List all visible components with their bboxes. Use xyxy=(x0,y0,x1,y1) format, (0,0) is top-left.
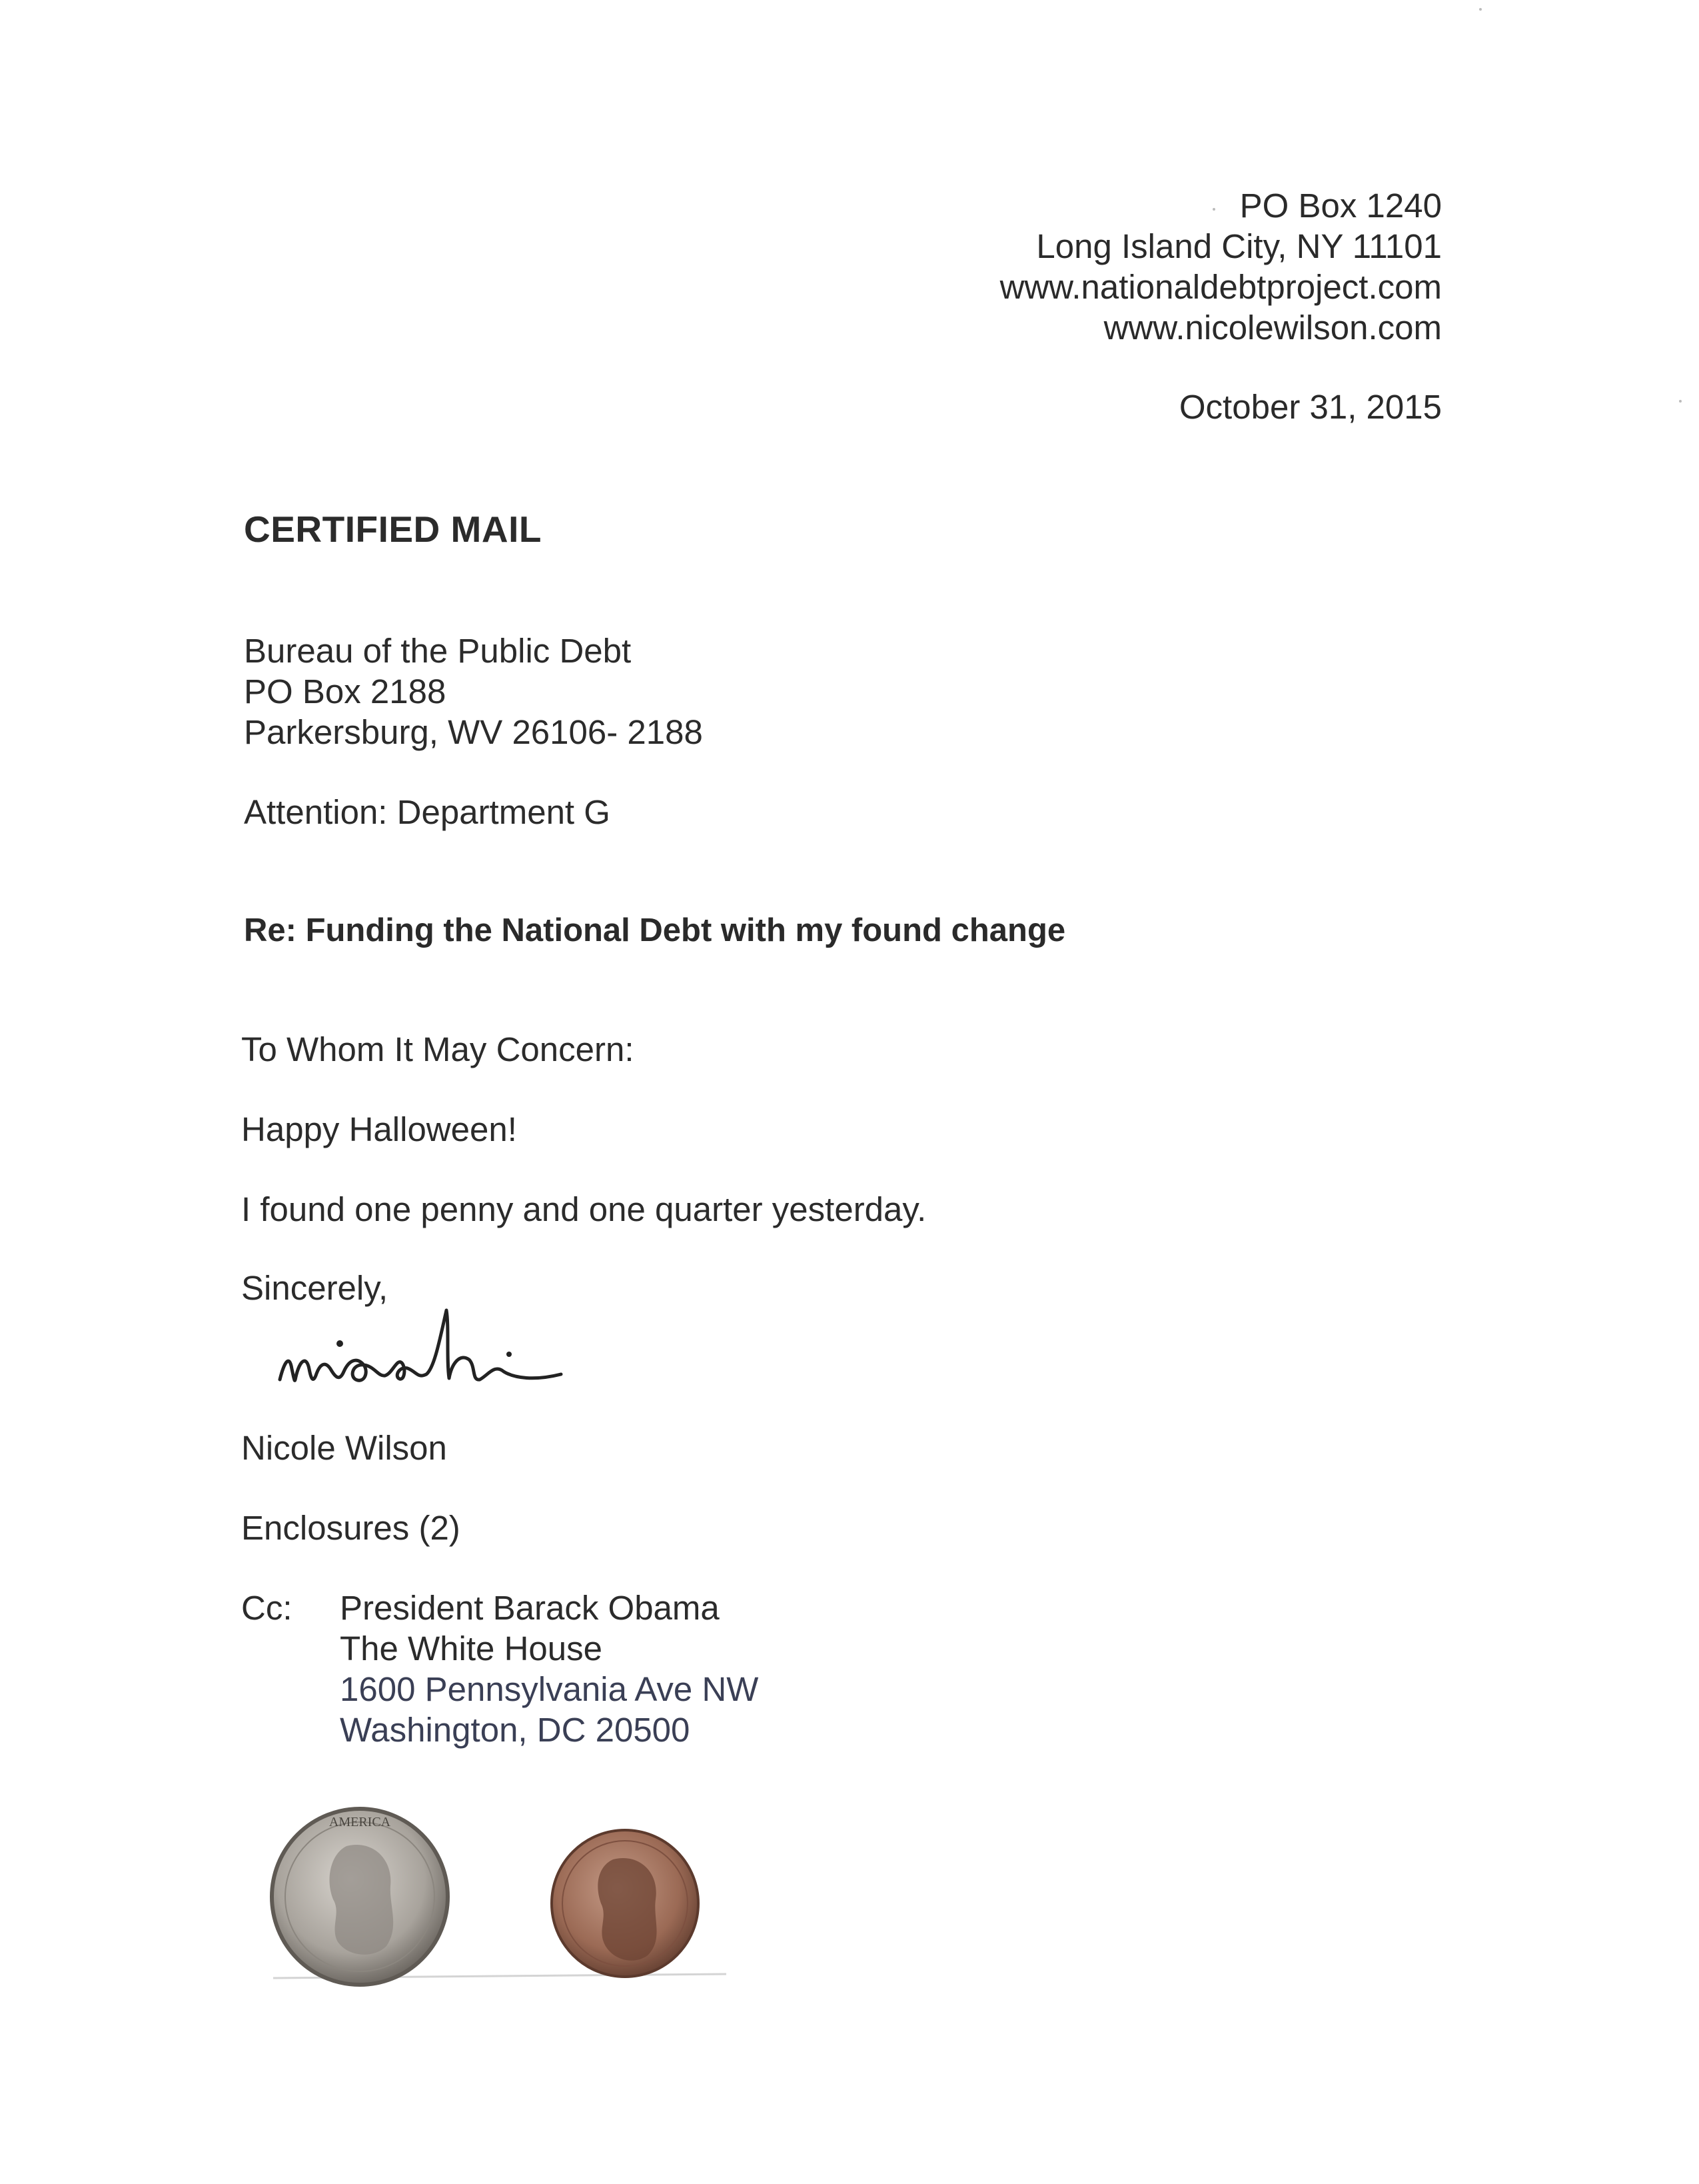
subject-line: Re: Funding the National Debt with my found change xyxy=(244,912,1066,948)
cc-street: 1600 Pennsylvania Ave NW xyxy=(340,1670,759,1708)
cc-name: President Barack Obama xyxy=(340,1589,720,1627)
signer-name: Nicole Wilson xyxy=(241,1429,447,1467)
recipient-address xyxy=(244,630,703,752)
enclosures-note: Enclosures (2) xyxy=(241,1509,460,1547)
enclosed-coins xyxy=(267,1799,733,2006)
certified-mail-heading: CERTIFIED MAIL xyxy=(244,509,542,550)
cc-organization: The White House xyxy=(340,1630,603,1667)
scan-speck xyxy=(1679,400,1682,403)
cc-city: Washington, DC 20500 xyxy=(340,1711,690,1749)
handwritten-signature xyxy=(275,1300,608,1400)
salutation: To Whom It May Concern: xyxy=(241,1030,634,1068)
closing: Sincerely, xyxy=(241,1269,388,1307)
penny-coin-icon xyxy=(552,1830,698,1977)
quarter-inscription: AMERICA xyxy=(328,1815,391,1829)
attention-line: Attention: Department G xyxy=(244,793,610,831)
sender-address xyxy=(1000,185,1442,348)
scan-speck xyxy=(1213,208,1215,211)
recipient-name: Bureau of the Public Debt xyxy=(244,632,632,670)
greeting: Happy Halloween! xyxy=(241,1110,517,1148)
body-text: I found one penny and one quarter yesterday. xyxy=(241,1190,927,1228)
recipient-po-box: PO Box 2188 xyxy=(244,672,446,710)
cc-label: Cc: xyxy=(241,1589,292,1627)
sender-city: Long Island City, NY 11101 xyxy=(1036,227,1442,265)
sender-po-box: PO Box 1240 xyxy=(1239,187,1442,225)
cc-recipient xyxy=(340,1588,758,1750)
quarter-coin-icon xyxy=(272,1809,448,1985)
recipient-city: Parkersburg, WV 26106- 2188 xyxy=(244,713,703,751)
sender-website-2: www.nicolewilson.com xyxy=(1103,309,1442,347)
letter-date: October 31, 2015 xyxy=(1179,388,1442,426)
scan-speck xyxy=(1479,8,1482,11)
sender-website-1: www.nationaldebtproject.com xyxy=(999,268,1442,306)
